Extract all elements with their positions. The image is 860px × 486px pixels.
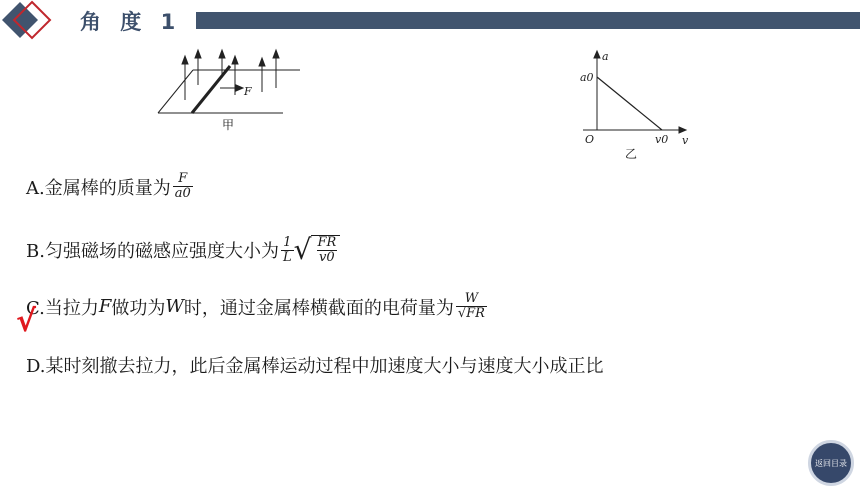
a-v-line — [597, 77, 662, 130]
option-a-text: A.金属棒的质量为 — [26, 177, 171, 199]
option-b[interactable] — [26, 235, 340, 265]
option-c[interactable] — [26, 292, 487, 321]
figure-yi — [575, 48, 695, 160]
option-a[interactable] — [26, 172, 193, 201]
correct-answer-check-icon: √ — [16, 304, 37, 339]
v-axis-label: v — [682, 134, 689, 147]
a-axis-label: a — [602, 50, 609, 63]
force-label: F — [244, 85, 252, 98]
return-to-contents-button[interactable]: 返回目录 — [808, 440, 854, 486]
v0-label: v0 — [655, 133, 669, 146]
option-b-sqrt: √ $\frac{FR}{v0}$ — [294, 235, 341, 265]
magnetic-field-arrows — [182, 50, 279, 100]
option-c-text-1: C.当拉力 — [26, 297, 99, 319]
option-c-fraction: $\frac{W}{√FR}$ — [457, 291, 485, 321]
a0-label: a0 — [580, 71, 594, 84]
option-d-text: D.某时刻撤去拉力，此后金属棒运动过程中加速度大小与速度大小成正比 — [26, 356, 604, 377]
figure-yi-caption: 乙 — [625, 147, 638, 160]
option-b-fraction: $\frac{1}{L}$ — [282, 234, 292, 265]
figure-jia — [150, 40, 300, 132]
option-c-text-3: 时，通过金属棒横截面的电荷量为 — [183, 297, 454, 319]
left-connector — [158, 70, 193, 113]
option-a-fraction: $\frac{F}{a0}$ — [174, 171, 191, 201]
option-c-var-w: W — [165, 296, 184, 317]
header-bar — [196, 12, 860, 29]
force-arrow — [236, 85, 243, 91]
option-d[interactable] — [26, 352, 604, 378]
diamond-logo-icon — [0, 0, 60, 42]
origin-label: O — [585, 133, 595, 146]
figure-jia-caption: 甲 — [222, 118, 235, 132]
option-c-var-f: F — [98, 296, 112, 317]
option-c-text-2: 做功为 — [111, 297, 166, 319]
section-title: 角 度 1 — [80, 10, 182, 34]
option-b-text: B.匀强磁场的磁感应强度大小为 — [26, 241, 279, 262]
